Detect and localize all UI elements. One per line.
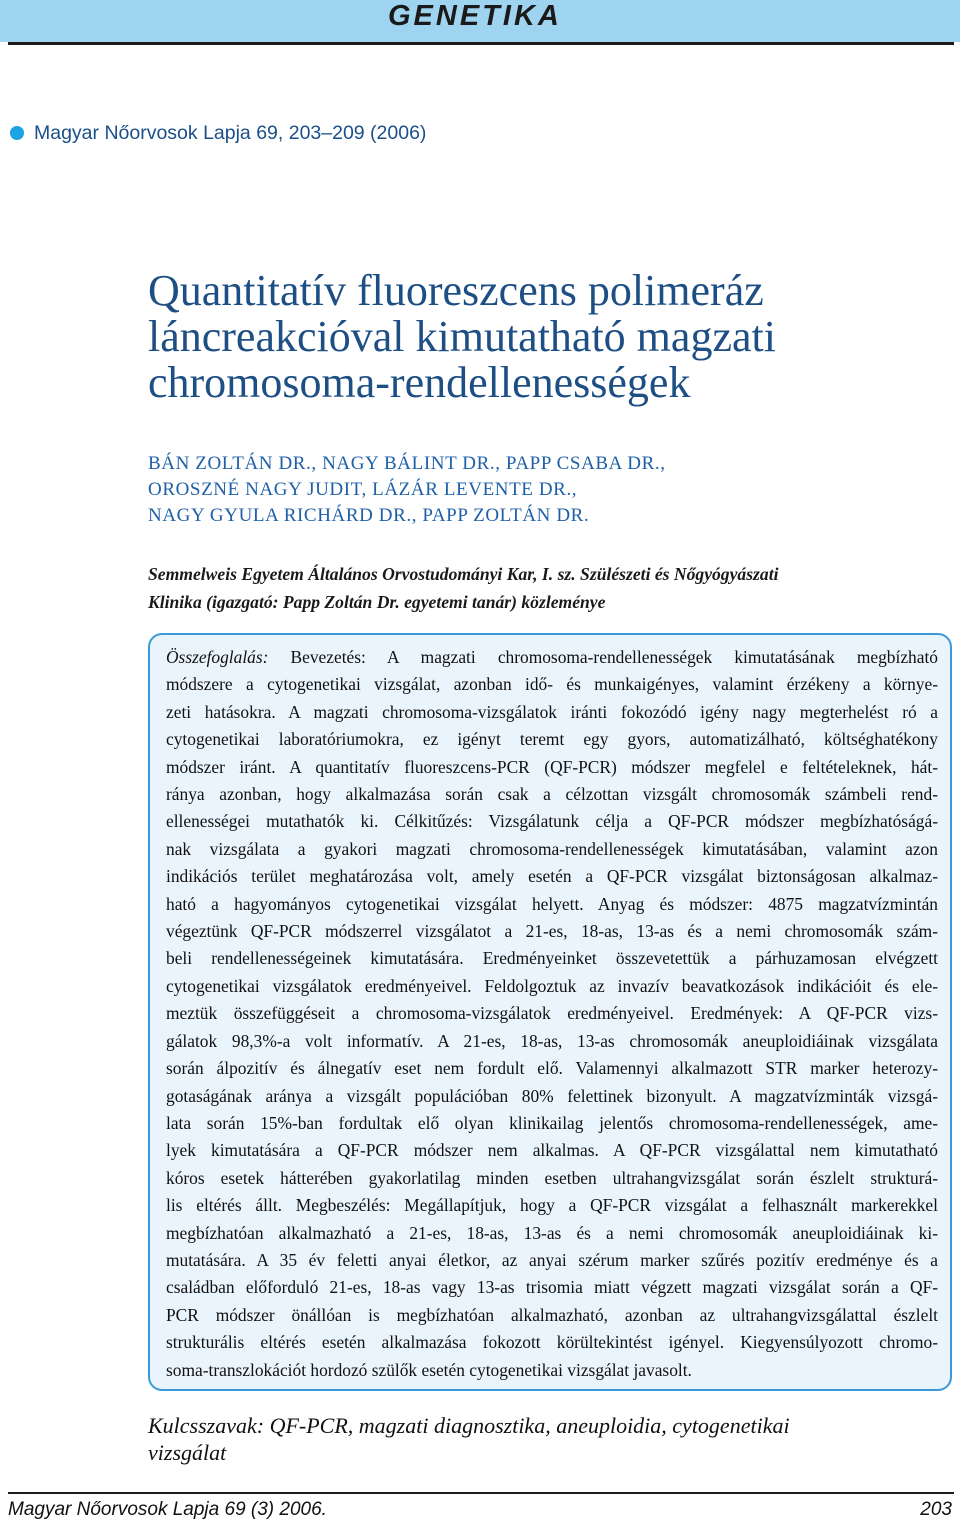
- abstract-line: zeti hatásokra. A magzati chromosoma-vizsgálatok iránti fokozódó igény nagy megterhelést ró a: [166, 701, 938, 722]
- article-title: [148, 268, 938, 406]
- abstract-line: végeztünk QF-PCR módszerrel vizsgálatot a 21-es, 18-as, 13-as és a nemi chromosomák szám-: [166, 921, 938, 942]
- header-rule: [8, 42, 954, 45]
- page-number: 203: [920, 1499, 952, 1520]
- abstract-line: lis eltérés állt. Megbeszélés: Megállapítjuk, hogy a QF-PCR vizsgálat a felhasznált markerekkel: [166, 1195, 938, 1216]
- abstract-box: [148, 633, 952, 1391]
- footer-journal: Magyar Nőorvosok Lapja 69 (3) 2006.: [8, 1499, 327, 1520]
- abstract-line: mutatására. A 35 év feletti anyai életkor, az anyai szérum marker szűrés pozitív eredménye és a: [166, 1249, 938, 1270]
- abstract-line: indikációs terület meghatározása volt, amely esetén a QF-PCR vizsgálat biztonságosan alkalmaz-: [166, 866, 938, 887]
- abstract-line: beli rendellenességeinek kimutatására. Eredményeinket összevetettük a párhuzamosan elvégzett: [166, 948, 938, 969]
- author-list: [148, 451, 938, 529]
- abstract-line: ellenességei mutathatók ki. Célkitűzés: Vizsgálatunk célja a QF-PCR módszer megbízhatóságá-: [166, 811, 938, 832]
- title-line: chromosoma-rendellenességek: [148, 358, 691, 407]
- author-line: NAGY GYULA RICHÁRD DR., PAPP ZOLTÁN DR.: [148, 505, 590, 526]
- affiliation-line: Klinika (igazgató: Papp Zoltán Dr. egyetemi tanár) közleménye: [148, 592, 606, 612]
- section-title: GENETIKA: [388, 0, 562, 32]
- abstract-line: során álpozitív és álnegatív eset nem fordult elő. Valamennyi alkalmazott STR marker heterozy-: [166, 1058, 938, 1079]
- keywords-line: Kulcsszavak: QF-PCR, magzati diagnosztika, aneuploidia, cytogenetikai: [148, 1413, 790, 1438]
- journal-reference-text: Magyar Nőorvosok Lapja 69, 203–209 (2006): [34, 121, 427, 144]
- abstract-text: [166, 644, 938, 1384]
- keywords: [148, 1412, 948, 1466]
- abstract-line: soma-transzlokációt hordozó szülők esetén cytogenetikai vizsgálat javasolt.: [166, 1359, 692, 1380]
- author-line: OROSZNÉ NAGY JUDIT, LÁZÁR LEVENTE DR.,: [148, 479, 578, 500]
- abstract-line: ható a hagyományos cytogenetikai vizsgálat helyett. Anyag és módszer: 4875 magzatvízmintán: [166, 893, 938, 914]
- abstract-label: Összefoglalás:: [166, 647, 269, 667]
- abstract-line: lata során 15%-ban fordultak elő olyan klinikailag jelentős chromosoma-rendellenességek, ame-: [166, 1112, 938, 1133]
- abstract-line: strukturális eltérés esetén alkalmazása fokozott körültekintést igényel. Kiegyensúlyozott chromo-: [166, 1332, 938, 1353]
- abstract-line: gálatok 98,3%-a volt informatív. A 21-es, 18-as, 13-as chromosomák aneuploidiáinak vizsgálata: [166, 1030, 938, 1051]
- abstract-line: családban előforduló 21-es, 18-as vagy 13-as trisomia miatt végzett magzati vizsgálat során a QF-: [166, 1277, 938, 1298]
- abstract-line: lyek kimutatására a QF-PCR módszer nem alkalmas. A QF-PCR vizsgálattal nem kimutatható: [166, 1140, 938, 1161]
- abstract-line: PCR módszer önállóan is megbízhatóan alkalmazható, azonban az ultrahangvizsgálattal észlelt: [166, 1304, 938, 1325]
- journal-reference: [10, 118, 426, 148]
- abstract-line: gotaságának aránya a vizsgált populációban 80% felettinek bizonyult. A magzatvízminták vizsgá-: [166, 1085, 938, 1106]
- abstract-line: kóros esetek hátterében gyakorlatilag minden esetben ultrahangvizsgálat során észlelt strukturá-: [166, 1167, 938, 1188]
- abstract-first-line: Bevezetés: A magzati chromosoma-rendellenességek kimutatásának megbízható: [268, 647, 938, 667]
- abstract-line: ránya azonban, hogy alkalmazása során csak a célzottan vizsgált chromosomák számbeli rend-: [166, 784, 938, 805]
- title-line: láncreakcióval kimutatható magzati: [148, 312, 776, 361]
- title-line: Quantitatív fluoreszcens polimeráz: [148, 266, 764, 315]
- abstract-line: módszere a cytogenetikai vizsgálat, azonban idő- és munkaigényes, valamint érzékeny a környe-: [166, 674, 938, 695]
- footer-rule: [8, 1492, 954, 1494]
- abstract-line: meztük összefüggéseit a chromosoma-vizsgálatok eredményeivel. Eredmények: A QF-PCR vizs-: [166, 1003, 938, 1024]
- abstract-line: cytogenetikai laboratóriumokra, ez igényt teremt egy gyors, automatizálható, költséghatékony: [166, 729, 938, 750]
- abstract-line: nak vizsgálata a gyakori magzati chromosoma-rendellenességek kimutatásában, valamint azon: [166, 838, 938, 859]
- abstract-line: megbízhatóan alkalmazható a 21-es, 18-as, 13-as és a nemi chromosomák aneuploidiáinak ki-: [166, 1222, 938, 1243]
- affiliation: [148, 560, 948, 616]
- author-line: BÁN ZOLTÁN DR., NAGY BÁLINT DR., PAPP CSABA DR.,: [148, 453, 666, 474]
- abstract-line: cytogenetikai vizsgálatok eredményeivel. Feldolgoztuk az invazív beavatkozások indikációit és ele-: [166, 975, 938, 996]
- abstract-line: módszer iránt. A quantitatív fluoreszcens-PCR (QF-PCR) módszer megfelel e feltételeknek, hát-: [166, 756, 938, 777]
- keywords-line: vizsgálat: [148, 1440, 227, 1465]
- affiliation-line: Semmelweis Egyetem Általános Orvostudományi Kar, I. sz. Szülészeti és Nőgyógyászati: [148, 564, 779, 584]
- abstract-line: [166, 644, 938, 671]
- bullet-dot-icon: [10, 126, 24, 140]
